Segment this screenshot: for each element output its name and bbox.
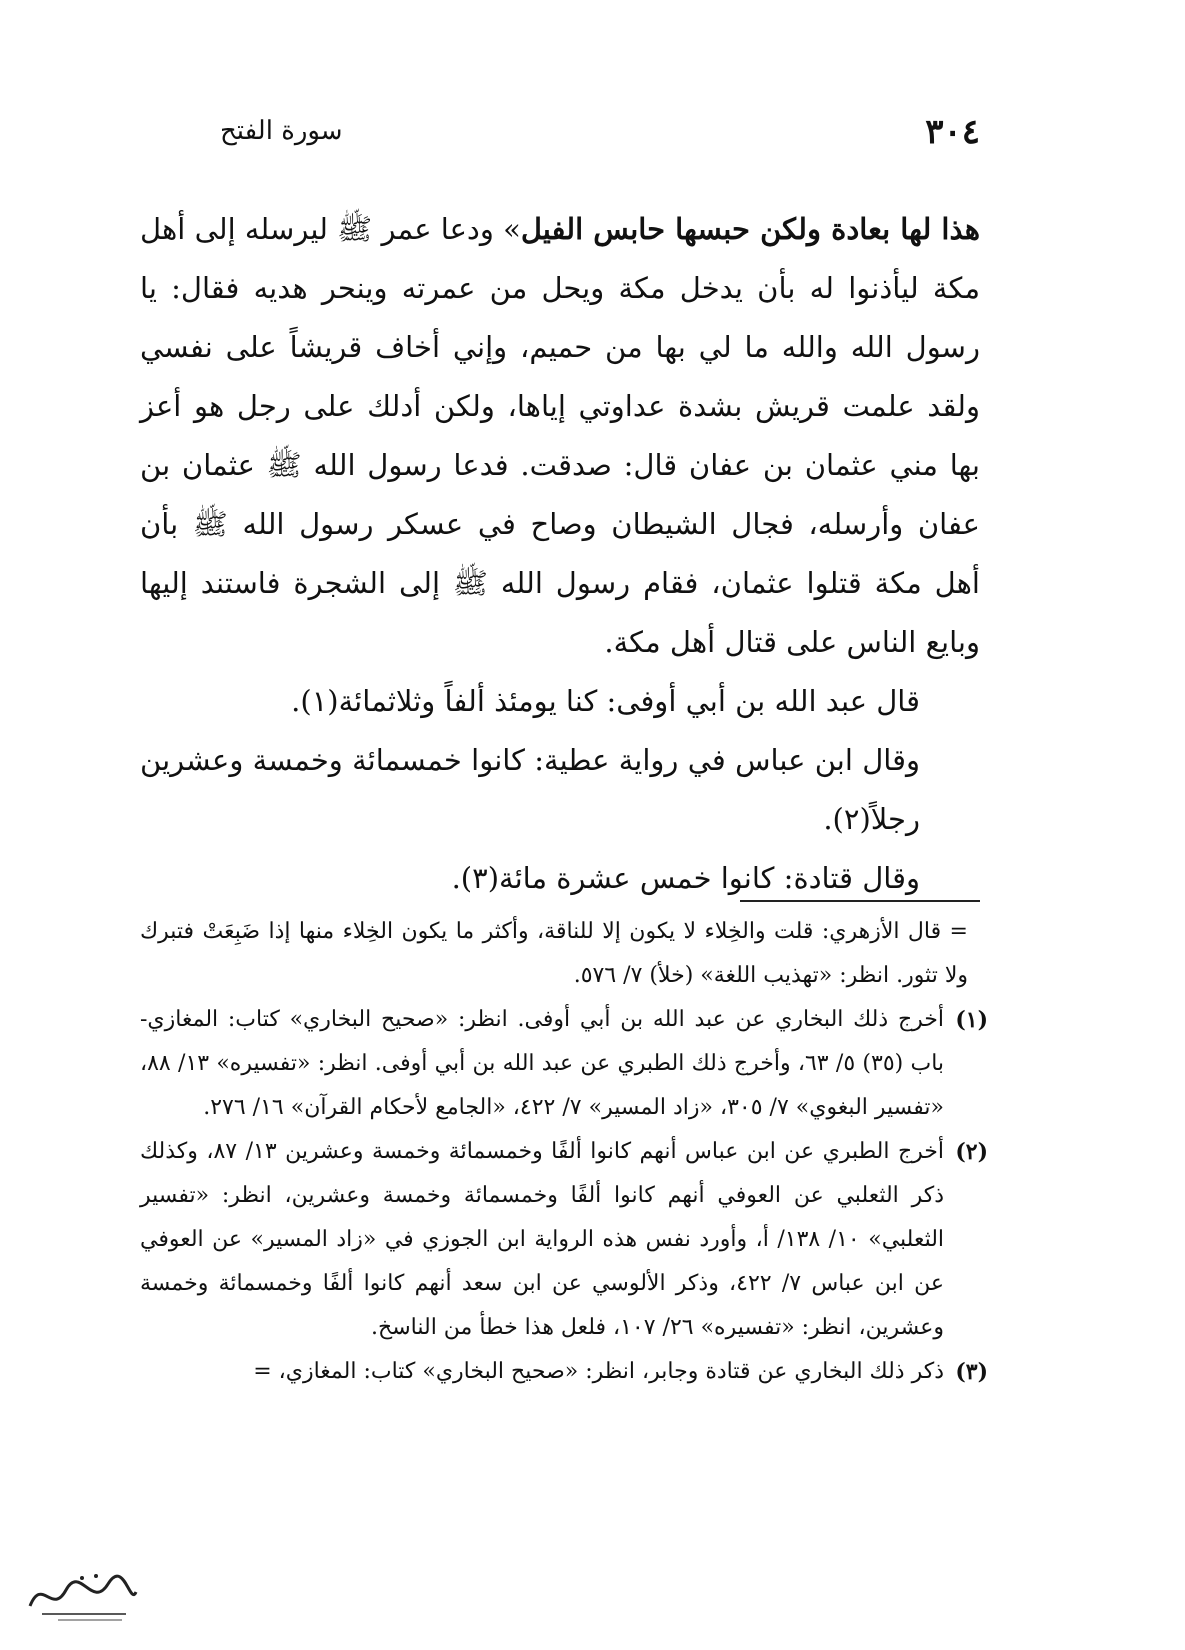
paragraph-1	[140, 200, 980, 672]
footnote-number: (١)	[955, 1007, 988, 1033]
footnote-number: (٣)	[955, 1359, 988, 1385]
footnote-text: أخرج ذلك البخاري عن عبد الله بن أبي أوفى. انظر: «صحيح البخاري» كتاب: المغازي- باب (٣٥) ٥/ ٦٣، وأخرج ذلك الطبري عن عبد الله بن أبي أوفى. انظر: «تفسيره» ١٣/ ٨٨، «تفسير البغوي» ٧/ ٣٠٥، «زاد المسير» ٧/ ٤٢٢، «الجامع لأحكام القرآن» ١٦/ ٢٧٦.	[140, 1007, 945, 1120]
paragraph-3: وقال ابن عباس في رواية عطية: كانوا خمسمائة وخمسة وعشرين رجلاً(٢).	[140, 743, 920, 836]
footnote-separator	[740, 900, 980, 902]
main-text	[140, 200, 980, 908]
footnote-3	[140, 1350, 988, 1394]
footnote-text: ذكر ذلك البخاري عن قتادة وجابر، انظر: «صحيح البخاري» كتاب: المغازي، =	[253, 1359, 944, 1384]
watermark-logo	[22, 1566, 142, 1626]
footnote-2	[140, 1130, 988, 1350]
footnotes	[140, 910, 988, 1394]
footnote-continuation: = قال الأزهري: قلت والخِلاء لا يكون إلا للناقة، وأكثر ما يكون الخِلاء منها إذا ضَبِعَتْ فتبرك ولا تثور. انظر: «تهذيب اللغة» (خلأ) ٧/ ٥٧٦.	[140, 919, 968, 988]
quote-end-bold: هذا لها بعادة ولكن حبسها حابس الفيل	[520, 212, 981, 246]
footnote-text: أخرج الطبري عن ابن عباس أنهم كانوا ألفًا وخمسمائة وخمسة وعشرين ١٣/ ٨٧، وكذلك ذكر الثعلبي عن العوفي أنهم كانوا ألفًا وخمسمائة وخمسة وعشرين، انظر: «تفسير الثعلبي» ١٠/ ١٣٨/ أ، وأورد نفس هذه الرواية ابن الجوزي في «زاد المسير» عن العوفي عن ابن عباس ٧/ ٤٢٢، وذكر الألوسي عن ابن سعد أنهم كانوا ألفًا وخمسمائة وخمسة وعشرين، انظر: «تفسيره» ٢٦/ ١٠٧، فلعل هذا خطأ من الناسخ.	[140, 1139, 945, 1340]
page-number: ٣٠٤	[925, 112, 980, 152]
footnote-number: (٢)	[955, 1139, 988, 1165]
page-header	[220, 112, 980, 162]
paragraph-2: قال عبد الله بن أبي أوفى: كنا يومئذ ألفاً وثلاثمائة(١).	[291, 684, 920, 718]
running-title: سورة الفتح	[220, 116, 343, 146]
footnote-1	[140, 998, 988, 1130]
paragraph-1-text: » ودعا عمر ﷺ ليرسله إلى أهل مكة ليأذنوا له بأن يدخل مكة ويحل من عمرته وينحر هديه فقال: يا رسول الله والله ما لي بها من حميم، وإني أخاف قريشاً على نفسي ولقد علمت قريش بشدة عداوتي إياها، ولكن أدلك على رجل هو أعز بها مني عثمان بن عفان قال: صدقت. فدعا رسول الله ﷺ عثمان بن عفان وأرسله، فجال الشيطان وصاح في عسكر رسول الله ﷺ بأن أهل مكة قتلوا عثمان، فقام رسول الله ﷺ إلى الشجرة فاستند إليها وبايع الناس على قتال أهل مكة.	[140, 212, 980, 659]
paragraph-4: وقال قتادة: كانوا خمس عشرة مائة(٣).	[451, 861, 920, 895]
